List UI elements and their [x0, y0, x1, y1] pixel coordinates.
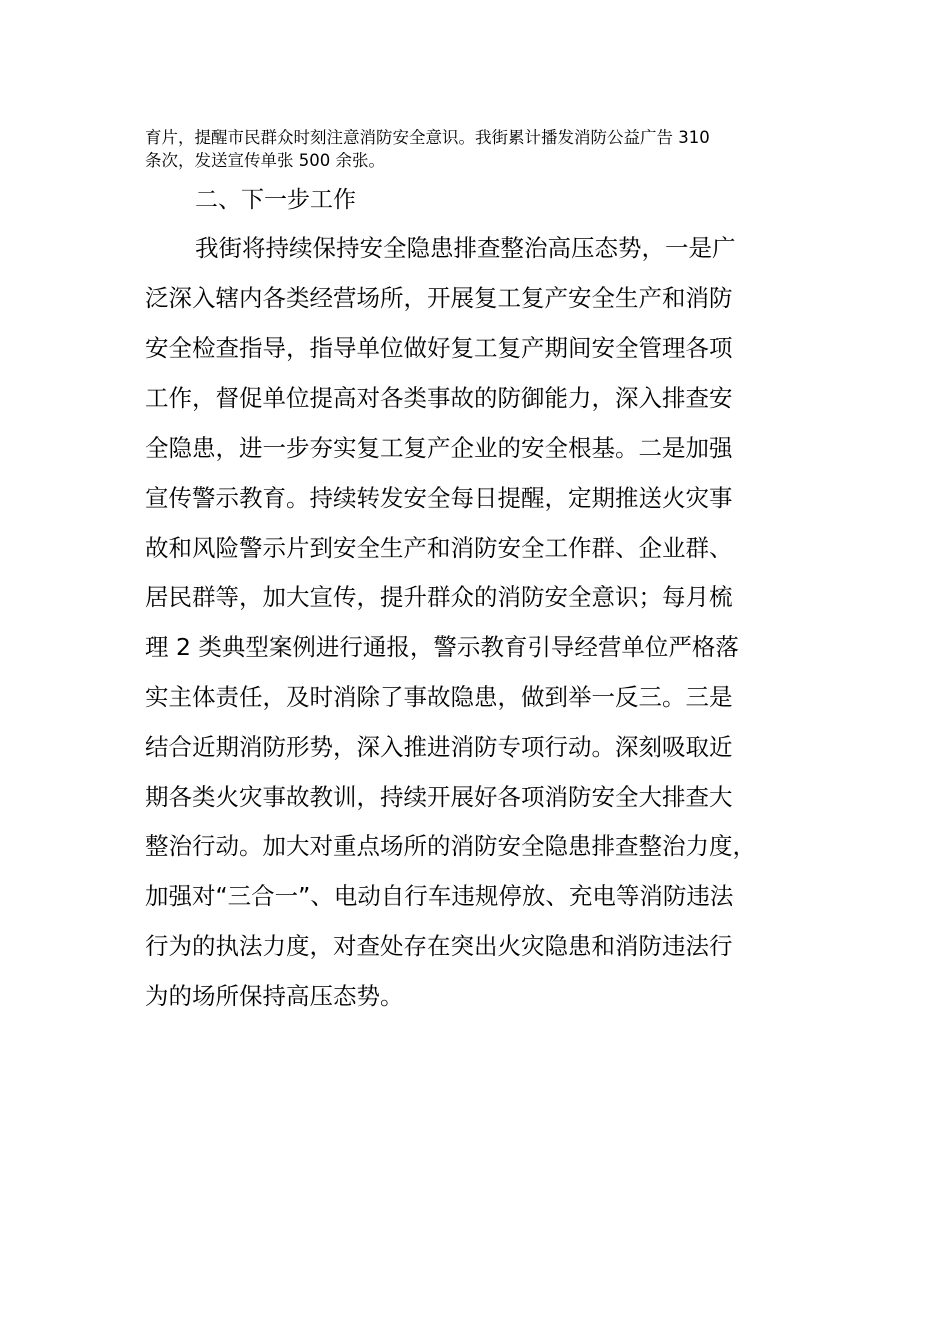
paragraph-line-1: 我街将持续保持安全隐患排查整治高压态势，一是广: [195, 234, 736, 262]
paragraph-line-2: 泛深入辖内各类经营场所，开展复工复产安全生产和消防: [145, 284, 733, 312]
paragraph-line-14: 加强对“三合一”、电动自行车违规停放、充电等消防违法: [145, 882, 734, 910]
paragraph-line-10: 实主体责任，及时消除了事故隐患，做到举一反三。三是: [145, 683, 733, 711]
paragraph-line-8: 居民群等，加大宣传，提升群众的消防安全意识；每月梳: [145, 583, 733, 611]
paragraph-line-15: 行为的执法力度，对查处存在突出火灾隐患和消防违法行: [145, 932, 733, 960]
paragraph-line-5: 全隐患，进一步夯实复工复产企业的安全根基。二是加强: [145, 434, 733, 462]
paragraph-line-9: 理 2 类典型案例进行通报，警示教育引导经营单位严格落: [145, 633, 739, 661]
carryover-line-1: 育片，提醒市民群众时刻注意消防安全意识。我街累计播发消防公益广告 310: [145, 128, 710, 147]
paragraph-line-3: 安全检查指导，指导单位做好复工复产期间安全管理各项: [145, 334, 733, 362]
section-heading: 二、下一步工作: [195, 187, 356, 213]
paragraph-line-16: 为的场所保持高压态势。: [145, 982, 404, 1010]
paragraph-line-6: 宣传警示教育。持续转发安全每日提醒，定期推送火灾事: [145, 484, 733, 512]
paragraph-line-12: 期各类火灾事故教训，持续开展好各项消防安全大排查大: [145, 783, 733, 811]
carryover-line-2: 条次，发送宣传单张 500 余张。: [145, 151, 385, 170]
paragraph-line-7: 故和风险警示片到安全生产和消防安全工作群、企业群、: [145, 534, 733, 562]
paragraph-line-4: 工作，督促单位提高对各类事故的防御能力，深入排查安: [145, 384, 733, 412]
paragraph-line-11: 结合近期消防形势，深入推进消防专项行动。深刻吸取近: [145, 733, 733, 761]
paragraph-line-13: 整治行动。加大对重点场所的消防安全隐患排查整治力度，: [145, 832, 756, 860]
